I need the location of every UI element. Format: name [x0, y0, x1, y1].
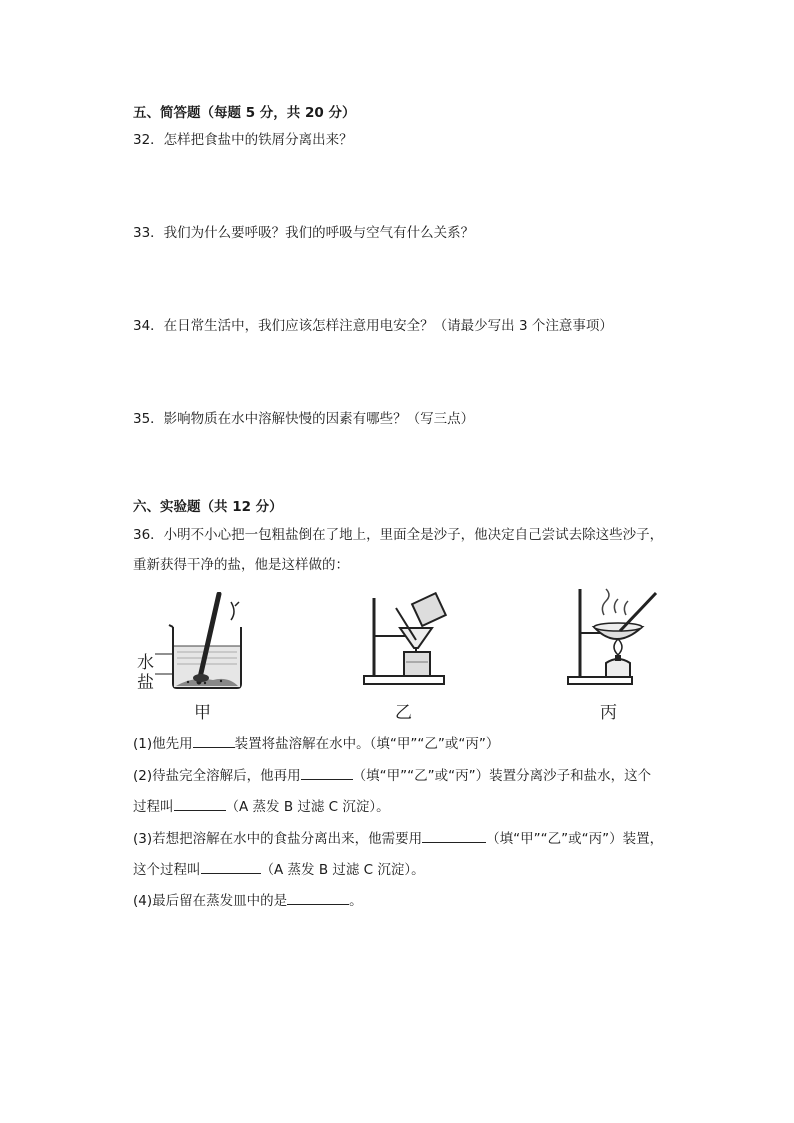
- subquestion-2-middle: （填“甲”“乙”或“丙”）装置分离沙子和盐水，这个: [352, 768, 652, 784]
- subquestion-4-suffix: 。: [349, 893, 363, 909]
- figure-bing-label: 丙: [600, 703, 617, 723]
- filtration-figure: [360, 592, 450, 692]
- subquestion-3-middle: （填“甲”“乙”或“丙”）装置，: [486, 831, 664, 847]
- water-label: 水: [137, 653, 154, 673]
- subquestion-3-process: 这个过程叫: [133, 862, 201, 878]
- answer-blank-3b[interactable]: [201, 859, 261, 874]
- evaporation-figure: [560, 585, 670, 691]
- answer-blank-3a[interactable]: [422, 828, 486, 843]
- section-six-heading: 六、实验题（共 12 分）: [133, 499, 283, 515]
- subquestion-3-prefix: (3)若想把溶解在水中的食盐分离出来，他需要用: [133, 831, 423, 847]
- subquestion-3-line-2: [133, 859, 425, 879]
- subquestion-4-prefix: (4)最后留在蒸发皿中的是: [133, 893, 288, 909]
- subquestion-4: [133, 890, 363, 910]
- question-36-line-2: 重新获得干净的盐，他是这样做的：: [133, 557, 349, 573]
- question-35: 35．影响物质在水中溶解快慢的因素有哪些？（写三点）: [133, 411, 475, 427]
- subquestion-3-line-1: [133, 828, 663, 848]
- section-five-heading: 五、简答题（每题 5 分，共 20 分）: [133, 105, 356, 121]
- figure-jia-label: 甲: [194, 703, 211, 723]
- answer-blank-4[interactable]: [287, 890, 349, 905]
- subquestion-2-options: （A 蒸发 B 过滤 C 沉淀）。: [225, 799, 390, 815]
- question-34: 34．在日常生活中，我们应该怎样注意用电安全？（请最少写出 3 个注意事项）: [133, 318, 613, 334]
- question-32: 32．怎样把食盐中的铁屑分离出来？: [133, 132, 353, 148]
- subquestion-3-options: （A 蒸发 B 过滤 C 沉淀）。: [260, 862, 425, 878]
- subquestion-2-line-2: [133, 796, 390, 816]
- subquestion-1-prefix: (1)他先用: [133, 736, 193, 752]
- question-36-line-1: 36．小明不小心把一包粗盐倒在了地上，里面全是沙子，他决定自己尝试去除这些沙子，: [133, 527, 664, 543]
- figure-yi-label: 乙: [395, 703, 412, 723]
- subquestion-2-prefix: (2)待盐完全溶解后，他再用: [133, 768, 301, 784]
- question-33: 33．我们为什么要呼吸？我们的呼吸与空气有什么关系？: [133, 225, 475, 241]
- subquestion-2-process: 过程叫: [133, 799, 174, 815]
- answer-blank-1[interactable]: [193, 733, 235, 748]
- subquestion-1: [133, 733, 499, 753]
- subquestion-2-line-1: [133, 765, 651, 785]
- answer-blank-2a[interactable]: [301, 765, 353, 780]
- salt-label: 盐: [137, 673, 154, 693]
- answer-blank-2b[interactable]: [174, 796, 226, 811]
- subquestion-1-suffix: 装置将盐溶解在水中。（填“甲”“乙”或“丙”）: [234, 736, 500, 752]
